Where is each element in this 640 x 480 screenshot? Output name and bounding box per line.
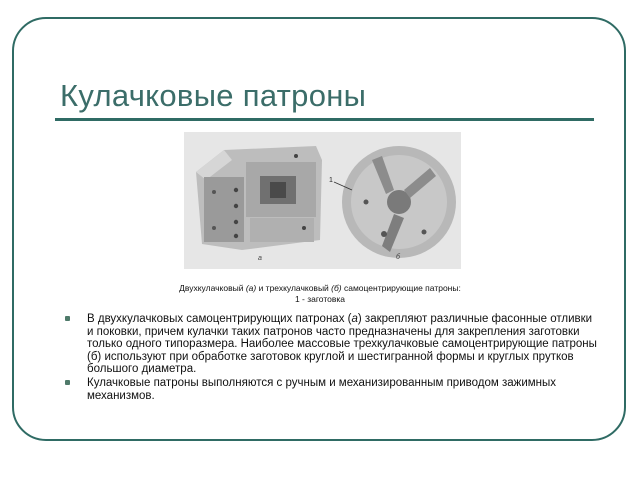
label-b: б (396, 254, 400, 261)
image-caption-line2: 1 - заготовка (294, 294, 346, 304)
caption-text-1: Двухкулачковый (179, 283, 246, 293)
bullet-1-text-b: ) закрепляют различные фасонные отливки и поковки, причем кулачки таких патронов часто предназначены для закрепления заготовки только одного типоразмера. Наиболее массовые трехкулачковые самоцентрирующие патроны (б (87, 313, 597, 363)
bullet-1-text-a: В двухкулачковых самоцентрирующих патронах ( (87, 313, 352, 325)
chuck-photo (184, 132, 461, 269)
bullet-2-text: Кулачковые патроны выполняются с ручным и механизированным приводом зажимных механизмов. (87, 376, 557, 402)
title-underline (55, 118, 594, 121)
slide-title: Кулачковые патроны (60, 78, 367, 113)
caption-a: (а) (245, 283, 257, 293)
label-a: а (258, 255, 262, 262)
bullet-icon (65, 380, 70, 385)
image-caption (120, 283, 520, 293)
three-jaw-chuck-image (342, 146, 456, 258)
bullet-item-1 (65, 313, 600, 376)
bullet-1-italic-a: а (351, 313, 358, 325)
bullet-1-text-c: ) используют при обработке заготовок круглой и шестигранной формы и круглых прутков большого диаметра. (87, 350, 574, 376)
part-number-label: 1 (329, 177, 333, 184)
caption-text-3: самоцентрирующие патроны: (341, 283, 461, 293)
caption-b: (б) (331, 283, 342, 293)
bullet-list (65, 313, 600, 403)
caption-text-2: и трехкулачковый (256, 283, 332, 293)
bullet-icon (65, 316, 70, 321)
two-jaw-chuck-image (196, 146, 322, 250)
bullet-item-2 (65, 377, 600, 402)
